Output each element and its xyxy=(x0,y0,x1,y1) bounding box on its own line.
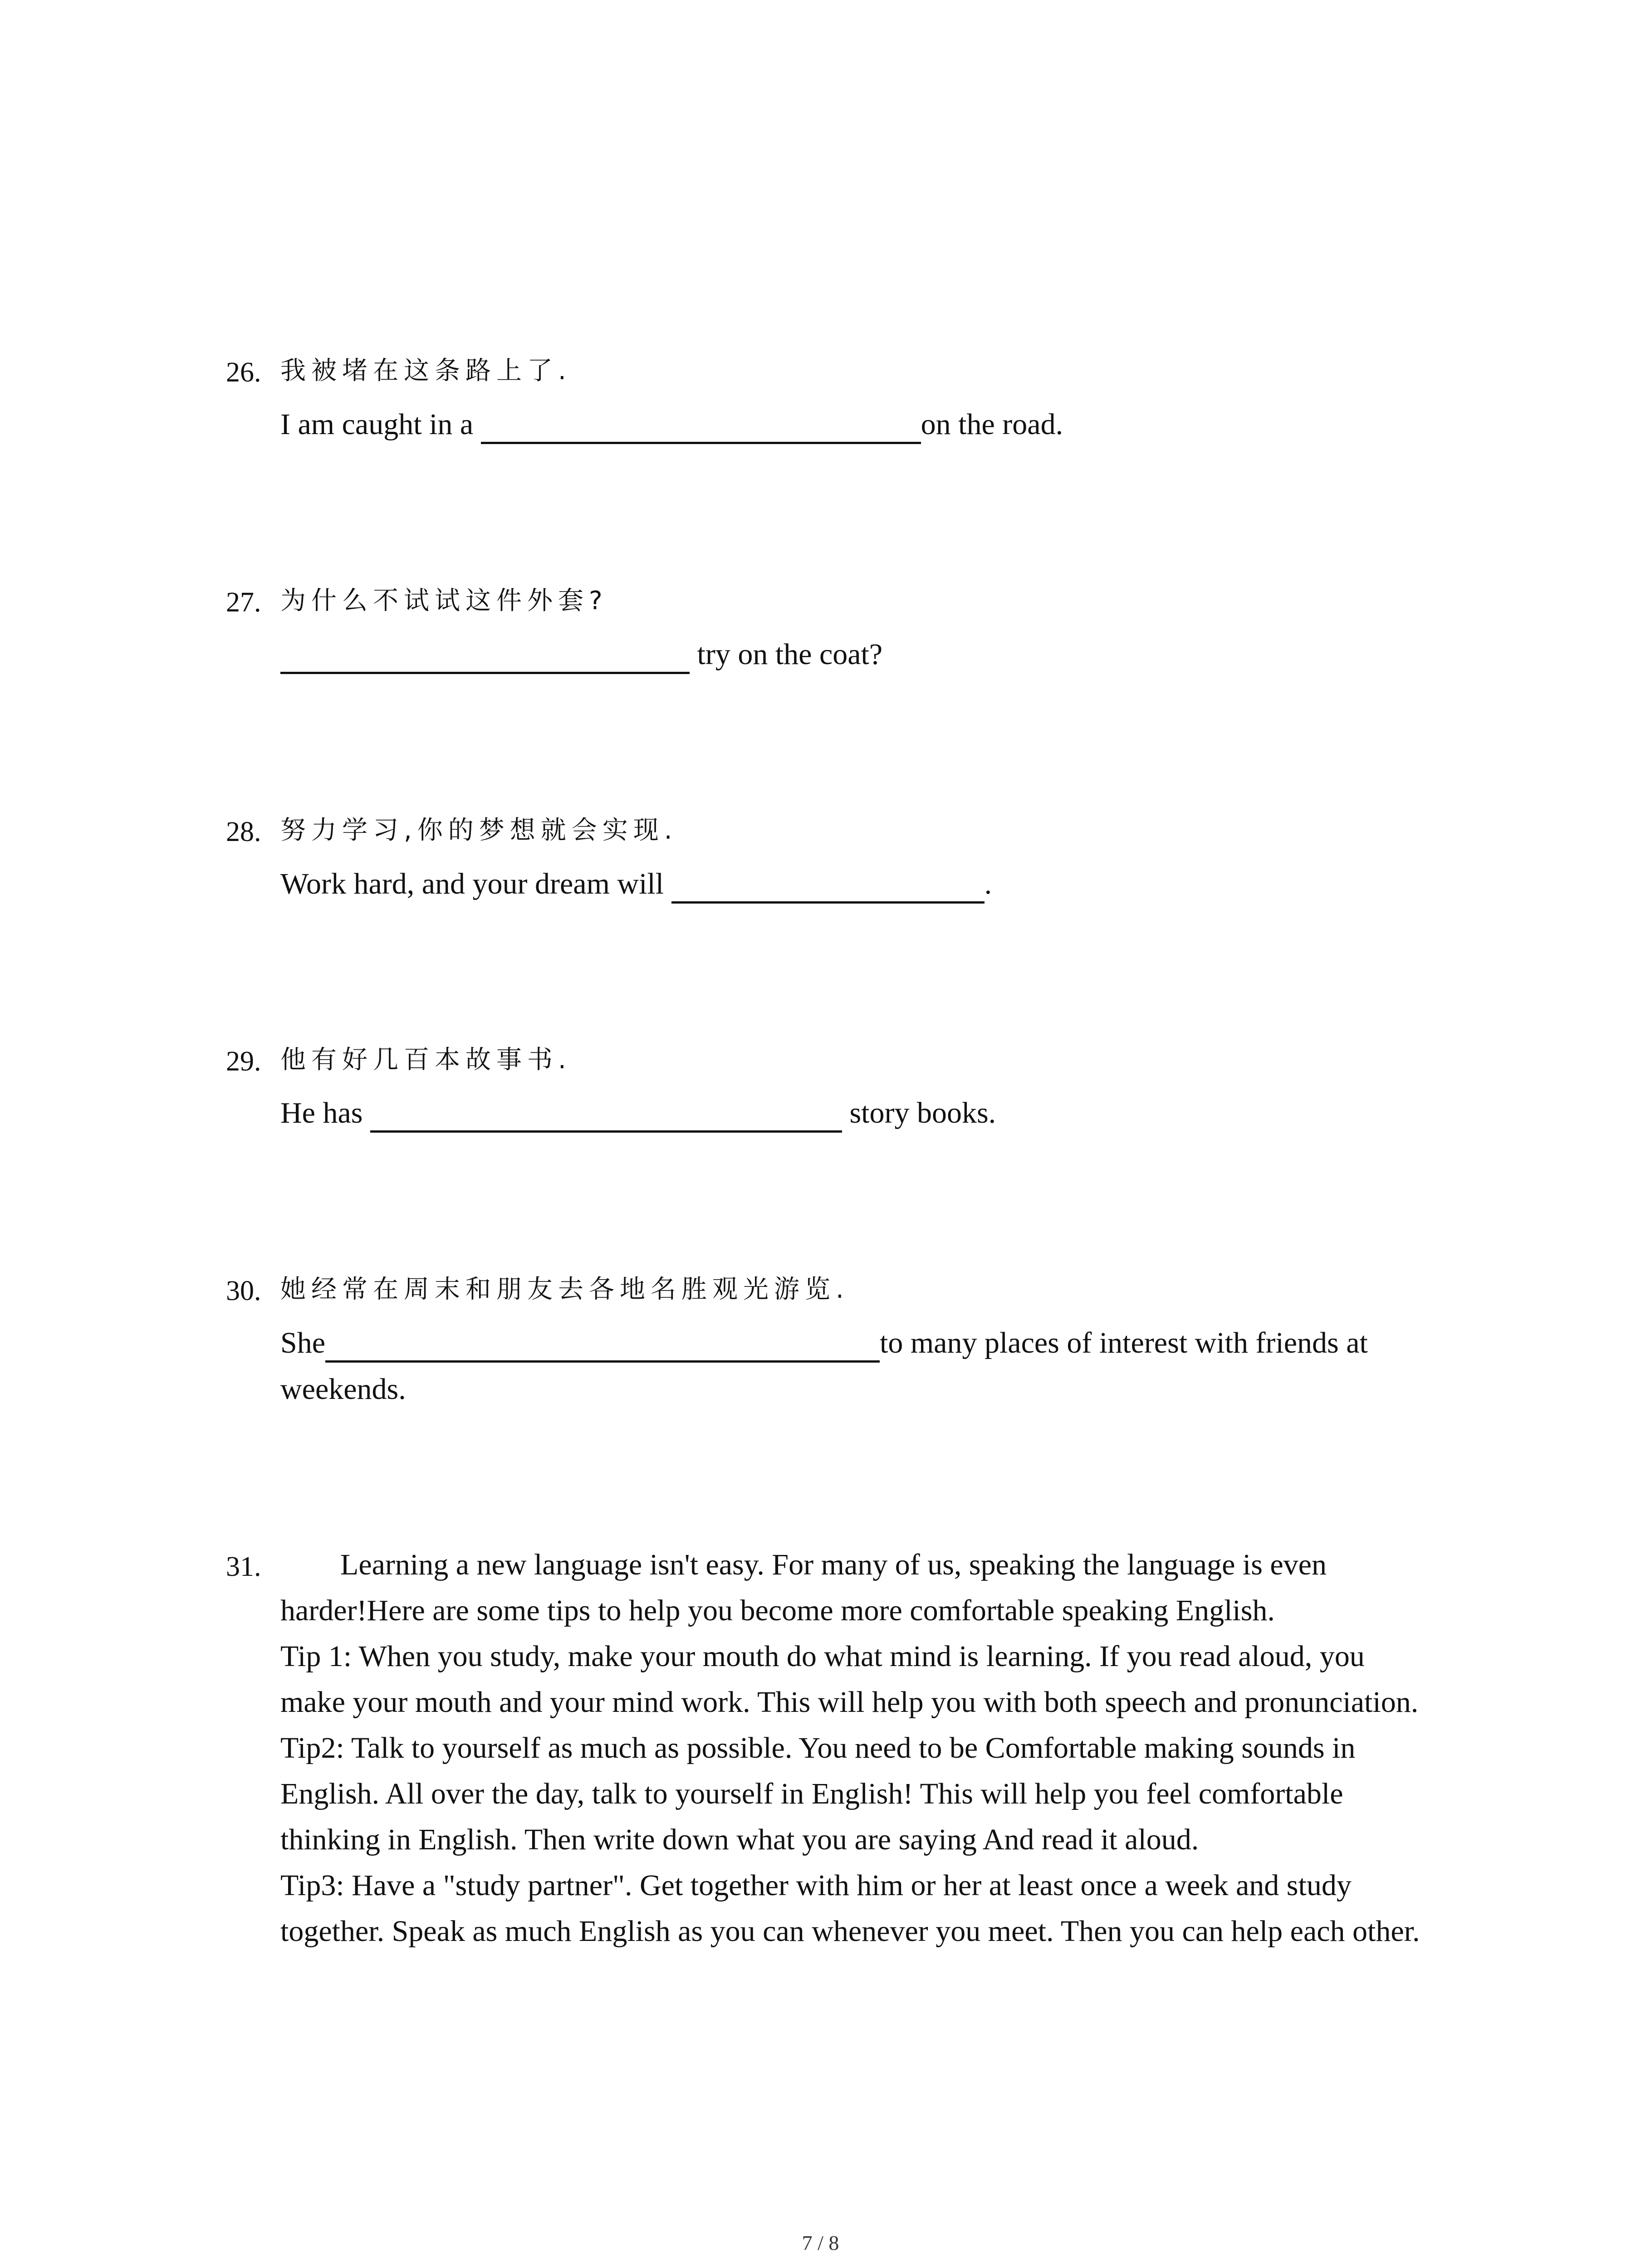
chinese-prompt: 他有好几百本故事书. xyxy=(280,1045,572,1075)
sentence-end: to many places of interest with friends at xyxy=(880,1326,1368,1359)
sentence-end: try on the coat? xyxy=(690,638,883,671)
question-number: 26. xyxy=(226,357,261,388)
question-number: 30. xyxy=(226,1276,261,1306)
sentence-start: She xyxy=(280,1326,325,1359)
sentence-start: Work hard, and your dream will xyxy=(280,867,671,900)
passage-line: make your mouth and your mind work. This will help you with both speech and pronunciation. xyxy=(280,1686,1419,1719)
answer-blank[interactable] xyxy=(325,1330,880,1363)
reading-passage xyxy=(280,1542,1487,1954)
passage-line: Tip2: Talk to yourself as much as possible. You need to be Comfortable making sounds in xyxy=(280,1731,1356,1765)
passage-line: English. All over the day, talk to yourself in English! This will help you feel comfortable xyxy=(280,1777,1343,1810)
sentence-continuation: weekends. xyxy=(280,1373,406,1406)
chinese-prompt: 她经常在周末和朋友去各地名胜观光游览. xyxy=(280,1275,849,1304)
english-sentence xyxy=(280,1098,996,1133)
page-number: 7 / 8 xyxy=(802,2231,839,2254)
english-sentence xyxy=(280,869,992,904)
answer-blank[interactable] xyxy=(671,871,985,904)
passage-line: Tip 1: When you study, make your mouth do what mind is learning. If you read aloud, you xyxy=(280,1640,1365,1673)
sentence-end: story books. xyxy=(842,1096,996,1129)
question-number: 28. xyxy=(226,816,261,847)
question-number: 27. xyxy=(226,587,261,618)
chinese-prompt: 努力学习,你的梦想就会实现. xyxy=(280,816,678,845)
chinese-prompt: 我被堵在这条路上了. xyxy=(280,356,572,386)
question-number: 29. xyxy=(226,1046,261,1077)
passage-line: harder!Here are some tips to help you become more comfortable speaking English. xyxy=(280,1594,1275,1627)
english-sentence xyxy=(280,640,882,674)
english-sentence xyxy=(280,1328,1368,1363)
passage-line: Learning a new language isn't easy. For many of us, speaking the language is even xyxy=(340,1548,1327,1581)
answer-blank[interactable] xyxy=(370,1100,842,1133)
sentence-end: on the road. xyxy=(921,408,1063,441)
question-number: 31. xyxy=(226,1551,261,1582)
sentence-start: I am caught in a xyxy=(280,408,481,441)
english-sentence xyxy=(280,410,1063,444)
sentence-end: . xyxy=(984,867,992,900)
passage-line: Tip3: Have a "study partner". Get together with him or her at least once a week and study xyxy=(280,1869,1352,1902)
sentence-start: He has xyxy=(280,1096,370,1129)
answer-blank[interactable] xyxy=(280,642,690,674)
answer-blank[interactable] xyxy=(481,412,921,444)
passage-line: thinking in English. Then write down what you are saying And read it aloud. xyxy=(280,1823,1199,1856)
passage-line: together. Speak as much English as you can whenever you meet. Then you can help each other. xyxy=(280,1915,1420,1948)
chinese-prompt: 为什么不试试这件外套? xyxy=(280,586,608,616)
